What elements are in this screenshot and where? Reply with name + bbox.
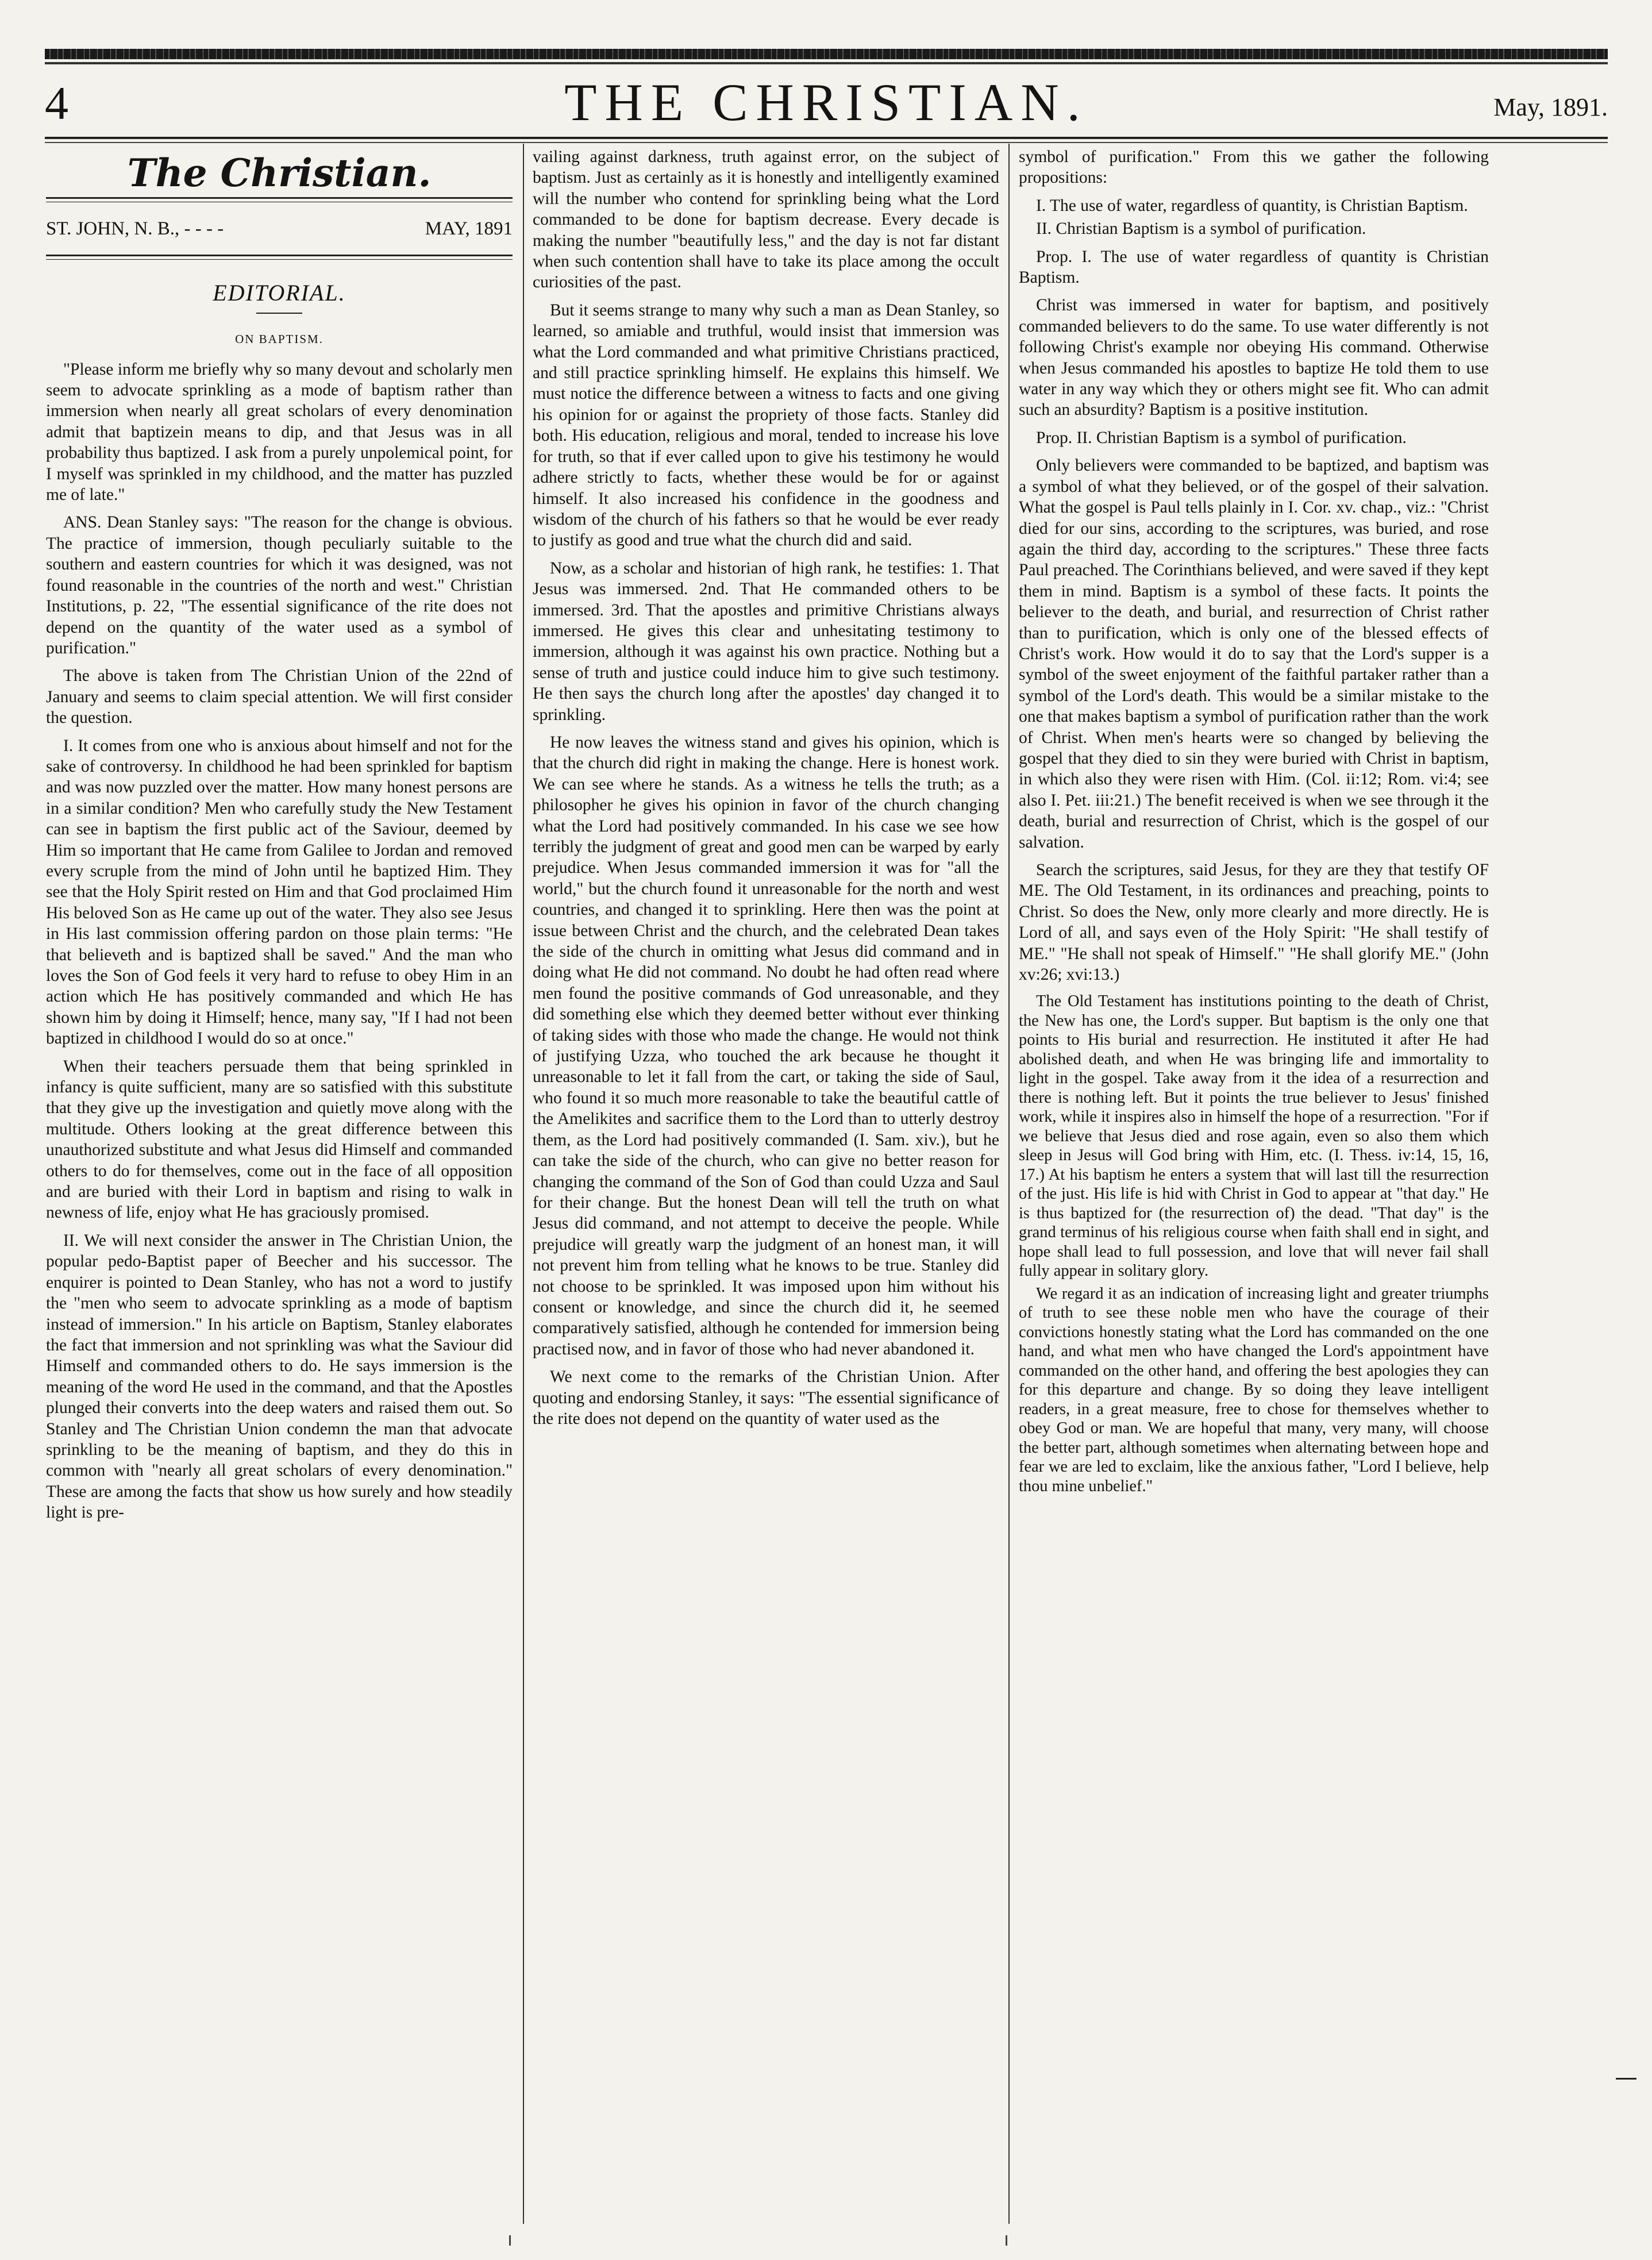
paragraph: The Old Testament has institutions pointing to the death of Christ, the New has one, the Lord's supper. But baptism is the only one that points to His burial and resurrection. He instituted it after He had abolished death, and when He was bringing life and immortality to light in the gospel. Take away from it the idea of a resurrection and there is nothing left. But it points the true believer to Jesus' finished work, while it inspires also in himself the hope of a resurrection. "For if we believe that Jesus died and rose again, even so also them which sleep in Jesus will God bring with Him, etc. (I. Thess. iv:14, 15, 16, 17.) At his baptism he enters a system that will last till the resurrection of the just. His life is hid with Christ in God to appear at "that day." He is thus baptized for (the resurrection of) the dead. "That day" is the grand terminus of his religious course when faith shall end in sight, and hope shall lead to full possession, and love that will never fail shall fully appear in solitary glory. bbox=[1019, 992, 1489, 1280]
footer-mark bbox=[1006, 2235, 1007, 2246]
paragraph: He now leaves the witness stand and gives his opinion, which is that the church did right in making the change. Here is honest work. We can see where he stands. As a witness he tells the truth; as a philosopher he gives his opinion in favor of the church changing what the Lord had positively commanded. In his case we see how terribly the judgment of great and good men can be warped by early prejudice. When Jesus commanded immersion it was for "all the world," but the church found it unreasonable for the north and west countries, and changed it to sprinkling. Here then was the point at issue between Christ and the church, and the celebrated Dean takes the side of the church in omitting what Jesus did command and in doing what He did not command. No doubt he had often read where men found the positive commands of God unreasonable, and they did something else which they deemed better without ever thinking of taking sides with those who made the change. He would not think of justifying Uzza, who touched the ark because he thought it unreasonable to let it fall from the cart, or taking the side of Saul, who found it so much more reasonable to take the beautiful cattle of the Amelikites and sacrifice them to the Lord than to utterly destroy them, as the Lord had positively commanded (I. Sam. xiv.), but he can take the side of the church, who can give no better reason for changing the command of the Son of God than could Uzza and Saul for their change. But the honest Dean will tell the truth on what Jesus did command, and not attempt to deceive the people. While prejudice will greatly warp the judgment of an honest man, it will not prevent him from telling what he knows to be true. Stanley did not choose to be sprinkled. It was imposed upon him without his consent or knowledge, and since the church did it, he seemed comparatively satisfied, although he contended for immersion being practised now, and in favor of those who had never abandoned it. bbox=[533, 733, 999, 1358]
paragraph: But it seems strange to many why such a man as Dean Stanley, so learned, so amiable and truthful, would insist that immersion was what the Lord commanded and what primitive Christians practiced, and still practice sprinkling himself. He explains this himself. We must notice the difference between a witness to facts and one giving his opinion for or against the propriety of those facts. Stanley did both. His education, religious and moral, tended to increase his love for truth, so that if ever called upon to give his testimony he would adhere strictly to facts, whether these would be for or against himself. It also increased his confidence in the goodness and wisdom of the church of his fathers so that he would be ever ready to justify as good and true what the church did and said. bbox=[533, 301, 999, 550]
paragraph: We regard it as an indication of increasing light and greater triumphs of truth to see these noble men who have the courage of their convictions honestly stating what the Lord has commanded on the one hand, and what men who have changed the Lord's appointment have commanded on the other hand, and offering the best apologies they can for this departure and change. By so doing they leave intelligent readers, in a great measure, free to chose for themselves whether to obey God or man. We are hopeful that many, very many, will choose the better part, although sometimes when alternating between hope and fear we are led to exclaim, like the anxious father, "Lord I believe, help thou mine unbelief." bbox=[1019, 1284, 1489, 1495]
paragraph: "Please inform me briefly why so many devout and scholarly men seem to advocate sprinkling as a mode of baptism rather than immersion when nearly all great scholars of every denomination admit that baptizein means to dip, and that Jesus was in all probability thus baptized. I ask from a purely unpolemical point, for I myself was sprinkled in my childhood, and the matter has puzzled me of late." bbox=[46, 360, 513, 505]
paragraph: Prop. II. Christian Baptism is a symbol of purification. bbox=[1036, 428, 1407, 447]
paragraph: II. We will next consider the answer in The Christian Union, the popular pedo-Baptist paper of Beecher and his successor. The enquirer is pointed to Dean Stanley, who has not a word to justify the "men who seem to advocate sprinkling as a mode of baptism instead of immersion." In his article on Baptism, Stanley elaborates the fact that immersion and not sprinkling was what the Saviour did Himself and commanded others to do. He says immersion is the meaning of the word He used in the command, and that the Apostles plunged their converts into the deep waters and raised them out. So Stanley and The Christian Union condemn the man that advocate sprinkling to be the meaning of baptism, and they do this in common with "nearly all great scholars of every denomination." These are among the facts that show us how surely and how steadily light is pre- bbox=[46, 1231, 513, 1522]
dateline-place: ST. JOHN, N. B., - - - - bbox=[46, 218, 224, 240]
masthead: THE CHRISTIAN. bbox=[564, 73, 1088, 132]
section-heading: EDITORIAL. bbox=[213, 279, 346, 306]
paragraph: Search the scriptures, said Jesus, for they are they that testify OF ME. The Old Testament, in its ordinances and preaching, points to Christ. So does the New, only more clearly and more directly. He is Lord of all, and says even of the Holy Spirit: "He shall testify of ME." "He shall not speak of Himself." "He shall glorify ME." (John xv:26; xvi:13.) bbox=[1019, 861, 1489, 984]
top-border bbox=[45, 49, 1608, 59]
paragraph: Now, as a scholar and historian of high rank, he testifies: 1. That Jesus was immersed. 2nd. That He commanded others to be immersed. 3rd. That the apostles and primitive Christians always immersed. He gives this clear and unhesitating testimony to immersion, although it was against his own practice. Nothing but a sense of truth and justice could induce him to give such testimony. He then says the church long after the apostles' day changed it to sprinkling. bbox=[533, 559, 999, 724]
paragraph: Christ was immersed in water for baptism, and positively commanded believers to do the same. To use water differently is not following Christ's example nor obeying His command. Otherwise when Jesus commanded his apostles to baptize He told them to use water in any way which they or others might see fit. Who can admit such an absurdity? Baptism is a positive institution. bbox=[1019, 296, 1489, 419]
column-3 bbox=[1019, 147, 1489, 2244]
page-number: 4 bbox=[45, 77, 68, 129]
article-subheading: ON BAPTISM. bbox=[235, 332, 324, 346]
paragraph: When their teachers persuade them that being sprinkled in infancy is quite sufficient, many are so satisfied with this substitute that they give up the investigation and quietly move along with the multitude. Others looking at the great difference between this unauthorized substitute and what Jesus did Himself and commanded others to do for themselves, come out in the face of all opposition and are buried with their Lord in baptism and rising to walk in newness of life, enjoy what He has graciously promised. bbox=[46, 1057, 513, 1222]
column-divider bbox=[1008, 144, 1010, 2224]
small-type-section bbox=[1019, 992, 1489, 1496]
margin-mark bbox=[1616, 2078, 1636, 2080]
column-1 bbox=[46, 147, 513, 2244]
proposition: I. The use of water, regardless of quantity, is Christian Baptism. bbox=[1036, 196, 1468, 215]
paragraph: Prop. I. The use of water regardless of quantity is Christian Baptism. bbox=[1019, 247, 1489, 287]
paragraph: vailing against darkness, truth against error, on the subject of baptism. Just as certainly as it is honestly and intelligently examined will the number who contend for sprinkling being what the Lord commanded to be done for baptism decrease. Every decade is making the number "beautifully less," and the day is not far distant when such contention shall have to take its place among the occult curiosities of the past. bbox=[533, 148, 999, 292]
proposition: II. Christian Baptism is a symbol of purification. bbox=[1036, 220, 1366, 238]
top-border-thin bbox=[45, 62, 1608, 64]
paragraph: We next come to the remarks of the Christian Union. After quoting and endorsing Stanley, it says: "The essential significance of the rite does not depend on the quantity of water used as the bbox=[533, 1368, 999, 1428]
section-rule bbox=[256, 313, 302, 314]
paragraph: ANS. Dean Stanley says: "The reason for the change is obvious. The practice of immersion, though peculiarly suitable to the southern and eastern countries for which it was designed, was not found reasonable in the countries of the north and west." Christian Institutions, p. 22, "The essential significance of the rite does not depend on the quantity of the water used as a symbol of purification." bbox=[46, 513, 513, 657]
header-rule-thin bbox=[45, 142, 1608, 143]
paragraph: Only believers were commanded to be baptized, and baptism was a symbol of what they believed, or of the gospel of their salvation. What the gospel is Paul tells plainly in I. Cor. xv. chap., viz.: "Christ died for our sins, according to the scriptures, was buried, and rose again the third day, according to the scriptures." These three facts Paul preached. The Corinthians believed, and were saved if they kept them in mind. Baptism is a symbol of these facts. It points the believer to the death, and burial, and resurrection of Christ rather than to purification, which is only one of the blessed effects of Christ's work. How would it do to say that the Lord's supper is a symbol of the sweet enjoyment of the faithful partaker rather than a symbol of the Lord's death. This would be a similar mistake to the one that makes baptism a symbol of purification rather than the work of Christ. When men's hearts were so changed by believing the gospel that they died to sin they were buried with Christ in baptism, in which also they were risen with Him. (Col. ii:12; Rom. vi:4; see also I. Pet. iii:21.) The benefit received is when we see through it the death, burial and resurrection of Christ, which is the gospel of our salvation. bbox=[1019, 456, 1489, 852]
header-rule bbox=[45, 137, 1608, 139]
dateline bbox=[46, 218, 513, 239]
paper-title: The Christian. bbox=[127, 151, 432, 195]
dateline-date: MAY, 1891 bbox=[425, 218, 513, 240]
dateline-rule bbox=[46, 255, 513, 260]
page-header bbox=[45, 72, 1608, 135]
title-rule bbox=[46, 197, 513, 202]
paragraph: The above is taken from The Christian Union of the 22nd of January and seems to claim special attention. We will first consider the question. bbox=[46, 667, 513, 727]
issue-date: May, 1891. bbox=[1493, 93, 1608, 121]
column-2 bbox=[533, 147, 999, 2244]
paragraph: I. It comes from one who is anxious about himself and not for the sake of controversy. In childhood he had been sprinkled for baptism and was now puzzled over the matter. How many honest persons are in a similar condition? Men who carefully study the New Testament can see in baptism the first public act of the Saviour, deemed by Him so important that He came from Galilee to Jordan and removed every scruple from the mind of John until he baptized Him. They see that the Holy Spirit rested on Him and that God proclaimed Him His beloved Son as He came up out of the water. They also see Jesus in His last commission offering pardon on those plain terms: "He that believeth and is baptized shall be saved." And the man who loves the Son of God feels it very hard to refuse to obey Him in an action which He has positively commanded and which He has shown him by doing it Himself; hence, many say, "If I had not been baptized in childhood I would do so at once." bbox=[46, 736, 513, 1048]
paragraph: symbol of purification." From this we gather the following propositions: bbox=[1019, 148, 1489, 187]
column-divider bbox=[523, 144, 524, 2224]
footer-mark bbox=[509, 2235, 511, 2246]
